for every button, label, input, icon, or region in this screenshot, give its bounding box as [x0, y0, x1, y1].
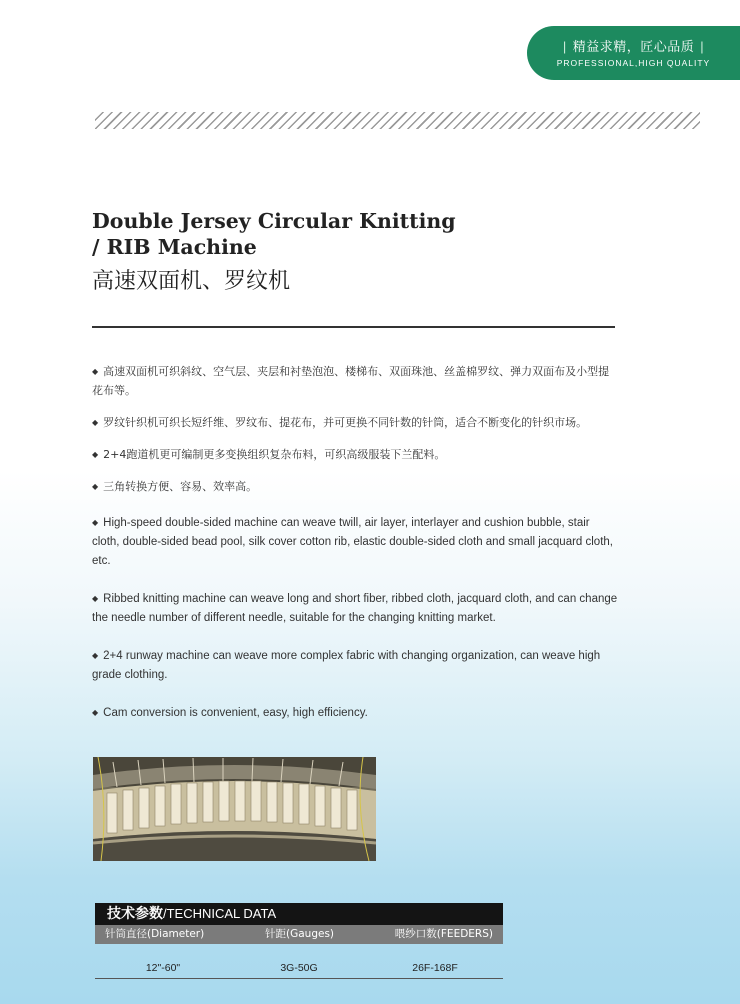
feature-en-2: ◆ Ribbed knitting machine can weave long and short fiber, ribbed cloth, jacquard cloth, and can change the needle number of different needle, suitable for the changing knitting market. [92, 593, 618, 624]
technical-data-table [95, 903, 503, 979]
slogan-cn: | 精益求精，匠心品质 | [562, 39, 705, 54]
slogan-en: PROFESSIONAL,HIGH QUALITY [556, 58, 711, 68]
col-diameter: 针筒直径(Diameter) [105, 928, 205, 940]
feature-list [92, 362, 618, 723]
title-divider [92, 326, 615, 328]
value-gauges: 3G-50G [280, 962, 318, 974]
slogan-badge [527, 26, 740, 80]
bullet-icon: ◆ [92, 708, 99, 717]
value-feeders: 26F-168F [412, 962, 458, 974]
col-feeders: 喂纱口数(FEEDERS) [394, 928, 493, 940]
bullet-icon: ◆ [92, 594, 99, 603]
feature-cn-4: ◆ 三角转换方便、容易、效率高。 [92, 480, 258, 493]
machine-photo [93, 757, 376, 861]
decorative-hatch-band [95, 112, 700, 129]
product-title-cn: 高速双面机、罗纹机 [92, 269, 291, 294]
technical-data-row [95, 962, 503, 979]
feature-cn-1: ◆ 高速双面机可织斜纹、空气层、夹层和衬垫泡泡、楼梯布、双面珠池、丝盖棉罗纹、弹力双面布及小型提花布等。 [92, 365, 610, 397]
bullet-icon: ◆ [92, 518, 99, 527]
knitting-machine-illustration [93, 757, 376, 861]
technical-data-columns [95, 925, 503, 944]
feature-en-1: ◆ High-speed double-sided machine can weave twill, air layer, interlayer and cushion bubble, stair cloth, double-sided bead pool, silk cover cotton rib, elastic double-sided cloth and small jacquard cloth, etc. [92, 517, 613, 567]
feature-cn-2: ◆ 罗纹针织机可织长短纤维、罗纹布、提花布，并可更换不同针数的针筒，适合不断变化的针织市场。 [92, 416, 588, 429]
col-gauges: 针距(Gauges) [265, 928, 335, 940]
feature-en-3: ◆ 2+4 runway machine can weave more complex fabric with changing organization, can weave high grade clothing. [92, 650, 601, 681]
bullet-icon: ◆ [92, 367, 99, 376]
bullet-icon: ◆ [92, 418, 99, 427]
feature-en-4: ◆ Cam conversion is convenient, easy, high efficiency. [92, 707, 368, 719]
bullet-icon: ◆ [92, 482, 99, 491]
bullet-icon: ◆ [92, 450, 99, 459]
value-diameter: 12"-60" [145, 962, 181, 974]
bullet-icon: ◆ [92, 651, 99, 660]
product-title-en: Double Jersey Circular Knitting / RIB Machine [92, 209, 456, 259]
technical-data-header: 技术参数/TECHNICAL DATA [95, 903, 503, 925]
feature-cn-3: ◆ 2+4跑道机更可编制更多变换组织复杂布料，可织高级服装下兰配料。 [92, 448, 446, 461]
